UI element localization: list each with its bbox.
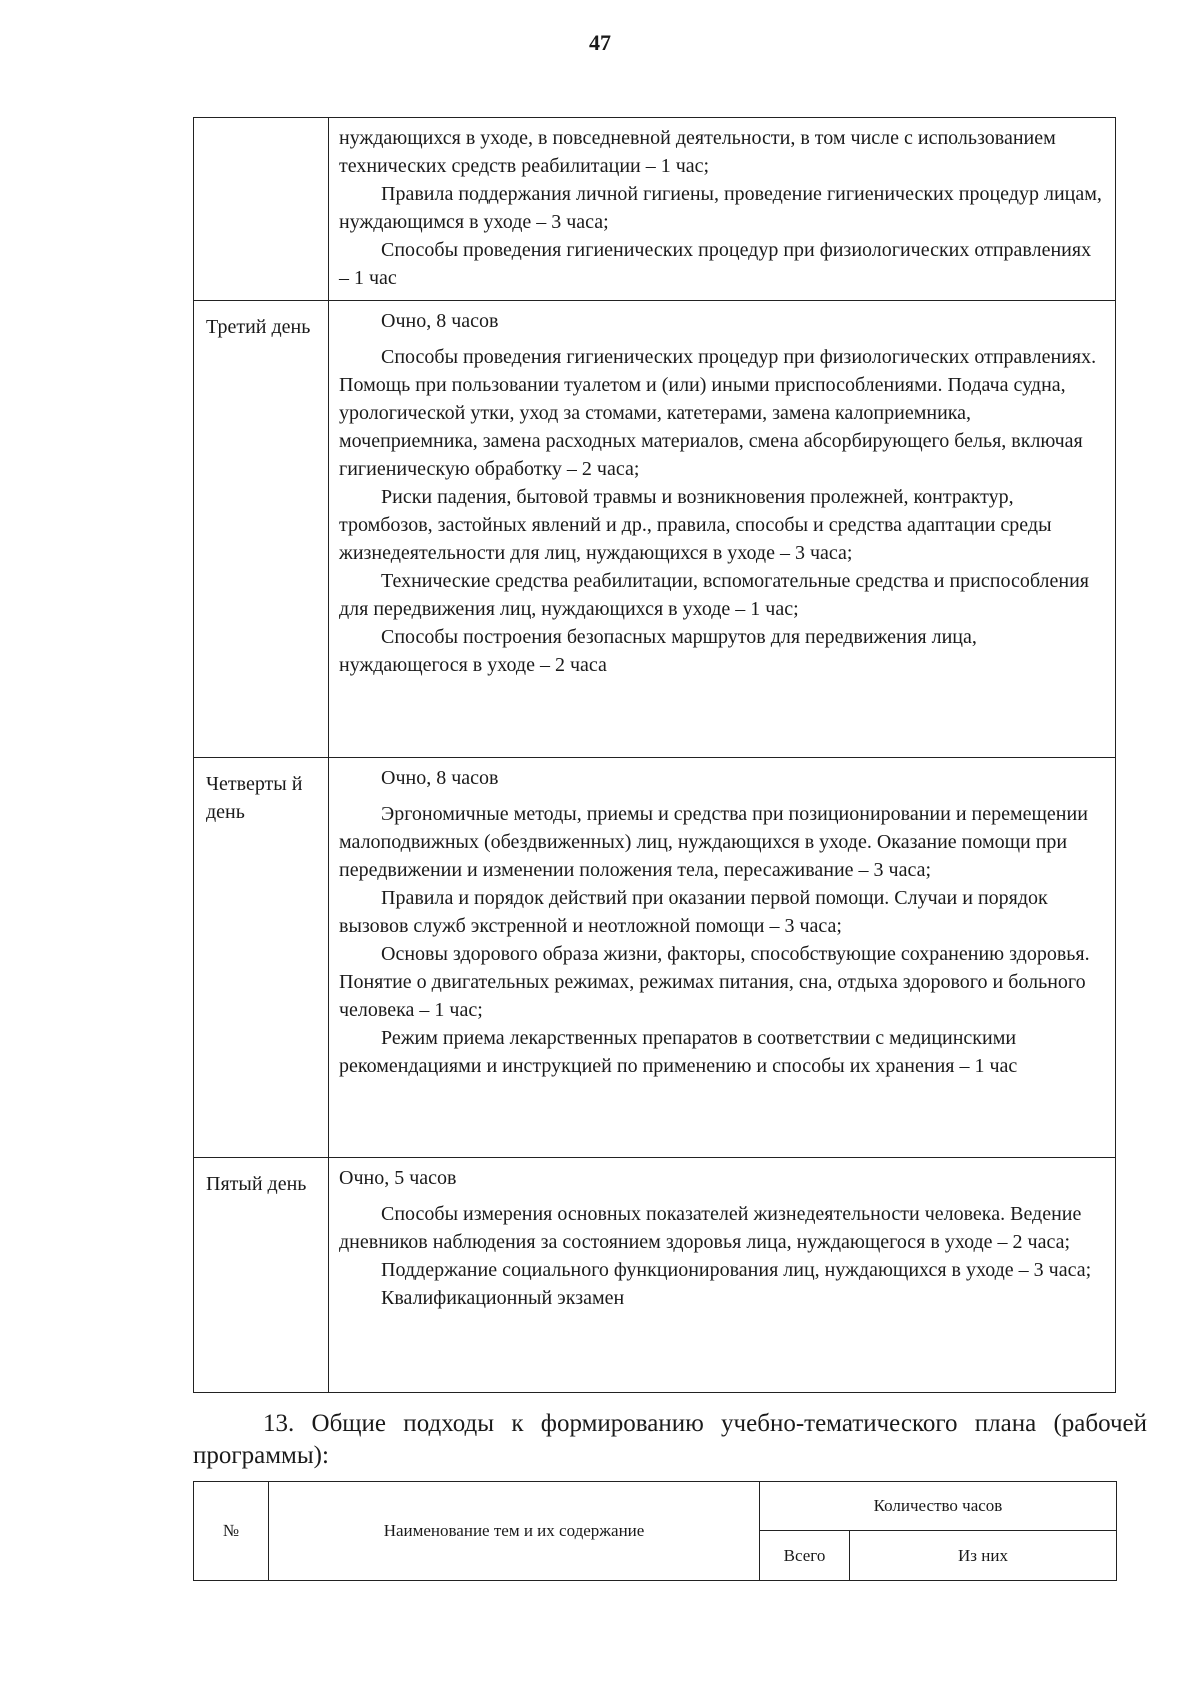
topic-paragraph: Основы здорового образа жизни, факторы, способствующие сохранению здоровья. Понятие о двигательных режимах, режимах питания, сна, отдыха здорового и больного человека – 1 час;	[339, 943, 1090, 1021]
table-row	[194, 118, 1116, 301]
topic-paragraph: Риски падения, бытовой травмы и возникновения пролежней, контрактур, тромбозов, застойных явлений и др., правила, способы и средства адаптации среды жизнедеятельности для лиц, нуждающихся в уходе – 3 часа;	[339, 486, 1052, 564]
col-hours-header: Количество часов	[760, 1482, 1117, 1531]
topic-paragraph: Способы проведения гигиенических процедур при физиологических отправлениях – 1 час	[339, 239, 1092, 289]
content-cell	[329, 1158, 1116, 1393]
day-cell: Пятый день	[194, 1158, 329, 1393]
topic-paragraph: Квалификационный экзамен	[381, 1287, 625, 1309]
session-mode: Очно, 8 часов	[381, 767, 499, 789]
day-cell	[194, 118, 329, 301]
table-row	[194, 758, 1116, 1158]
day-cell: Третий день	[194, 301, 329, 758]
section-13-heading	[193, 1408, 1147, 1472]
topic-paragraph: Способы построения безопасных маршрутов для передвижения лица, нуждающегося в уходе – 2 часа	[339, 626, 977, 676]
session-mode: Очно, 8 часов	[381, 310, 499, 332]
topic-paragraph: Режим приема лекарственных препаратов в соответствии с медицинскими рекомендациями и инструкцией по применению и способы их хранения – 1 час	[339, 1027, 1018, 1077]
topic-paragraph: Технические средства реабилитации, вспомогательные средства и приспособления для передвижения лиц, нуждающихся в уходе – 1 час;	[339, 570, 1089, 620]
day-cell: Четверты й день	[194, 758, 329, 1158]
col-of-which-header: Из них	[850, 1531, 1117, 1581]
table-row	[194, 1158, 1116, 1393]
content-cell	[329, 118, 1116, 301]
page-number: 47	[589, 30, 611, 55]
content-cell	[329, 758, 1116, 1158]
topic-paragraph: нуждающихся в уходе, в повседневной деятельности, в том числе с использованием технических средств реабилитации – 1 час;	[339, 127, 1056, 177]
plan-table	[193, 1481, 1117, 1581]
section-13-heading-text: 13. Общие подходы к формированию учебно-тематического плана (рабочей программы):	[193, 1410, 1147, 1469]
col-topics-header: Наименование тем и их содержание	[269, 1482, 760, 1581]
content-cell	[329, 301, 1116, 758]
col-total-header: Всего	[760, 1531, 850, 1581]
table-header-row	[194, 1482, 1117, 1531]
topic-paragraph: Способы измерения основных показателей жизнедеятельности человека. Ведение дневников наблюдения за состоянием здоровья лица, нуждающегося в уходе – 2 часа;	[339, 1203, 1082, 1253]
topic-paragraph: Правила и порядок действий при оказании первой помощи. Случаи и порядок вызовов служб экстренной и неотложной помощи – 3 часа;	[339, 887, 1048, 937]
topic-paragraph: Эргономичные методы, приемы и средства при позиционировании и перемещении малоподвижных (обездвиженных) лиц, нуждающихся в уходе. Оказание помощи при передвижении и изменении положения тела, пересаживание – 3 часа;	[339, 803, 1088, 881]
topic-paragraph: Способы проведения гигиенических процедур при физиологических отправлениях. Помощь при пользовании туалетом и (или) иными приспособлениями. Подача судна, урологической утки, уход за стомами, катетерами, замена калоприемника, мочеприемника, замена расходных материалов, смена абсорбирующего белья, включая гигиеническую обработку – 2 часа;	[339, 346, 1097, 480]
topic-paragraph: Правила поддержания личной гигиены, проведение гигиенических процедур лицам, нуждающимся в уходе – 3 часа;	[339, 183, 1102, 233]
topic-paragraph: Поддержание социального функционирования лиц, нуждающихся в уходе – 3 часа;	[381, 1259, 1092, 1281]
table-row	[194, 301, 1116, 758]
schedule-table	[193, 117, 1116, 1393]
col-number-header: №	[194, 1482, 269, 1581]
session-mode: Очно, 5 часов	[339, 1167, 457, 1189]
